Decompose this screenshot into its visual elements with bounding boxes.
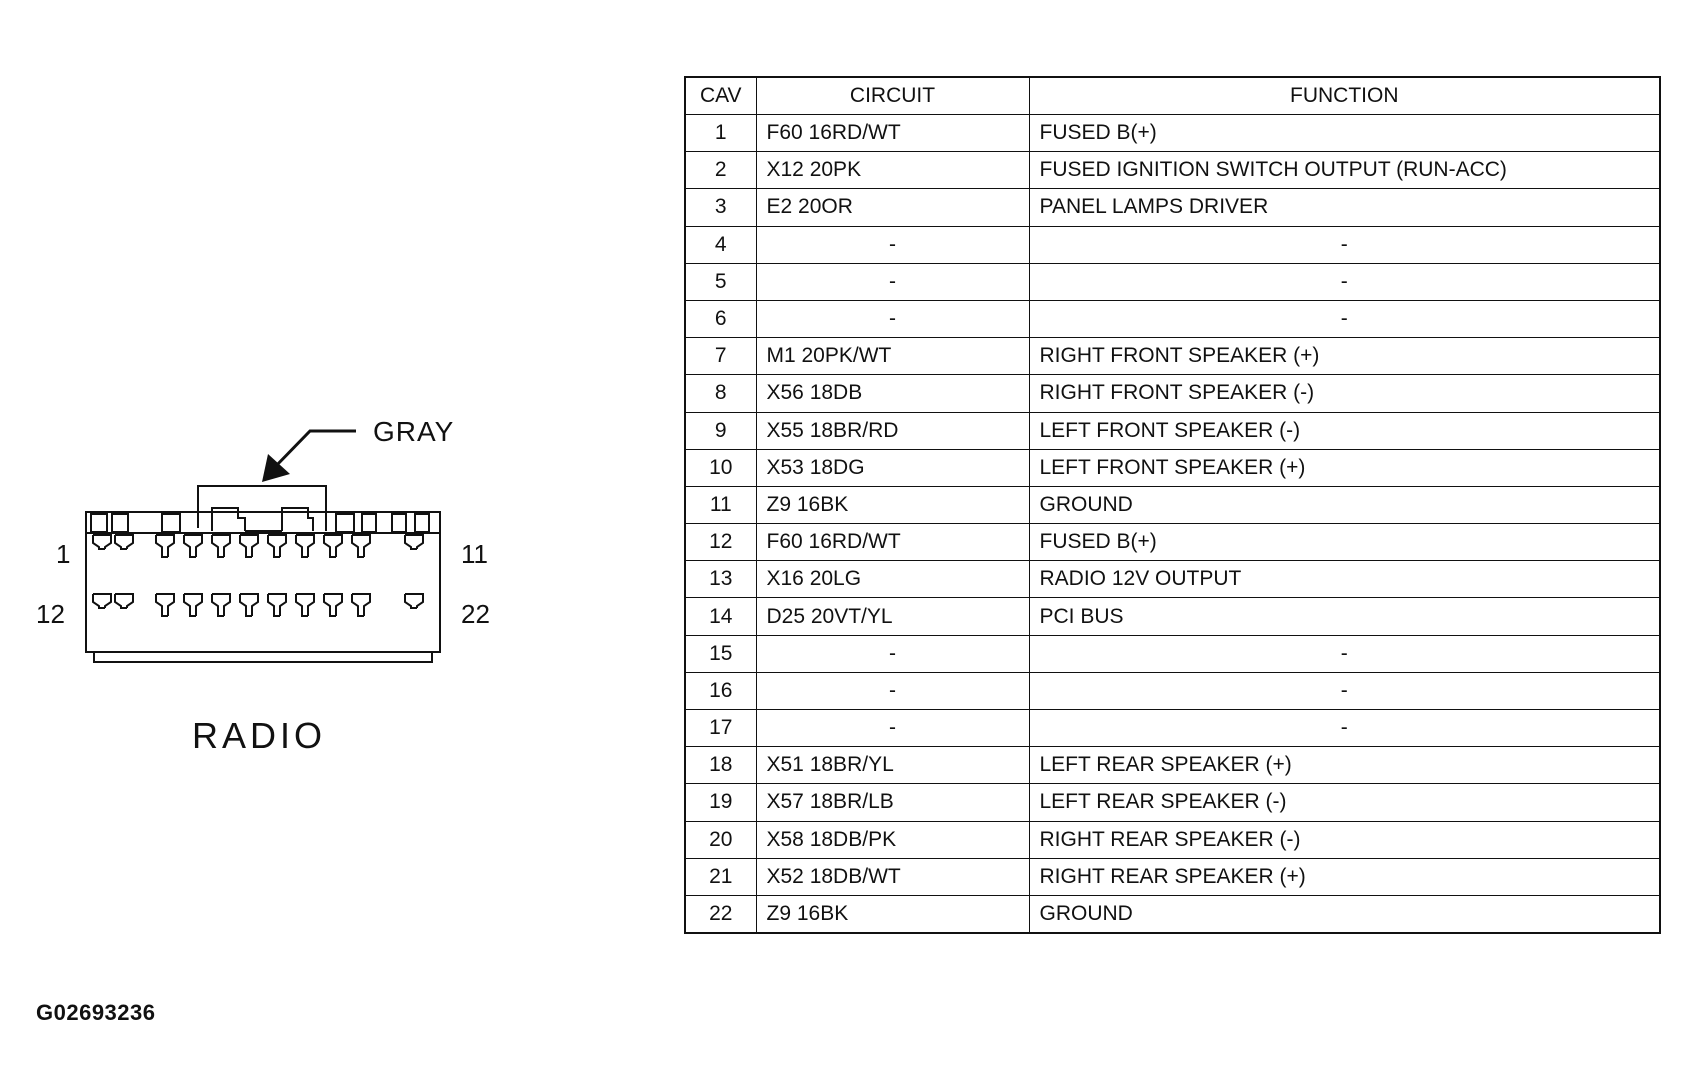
cav-cell: 21	[685, 858, 756, 895]
cavity-17	[240, 594, 258, 616]
pin-label-11: 11	[461, 539, 488, 569]
cav-cell: 13	[685, 561, 756, 598]
circuit-cell: X52 18DB/WT	[756, 858, 1029, 895]
table-row	[685, 672, 1660, 709]
cavity-22	[405, 594, 423, 608]
table-row	[685, 189, 1660, 226]
cav-cell: 1	[685, 115, 756, 152]
function-cell: PCI BUS	[1029, 598, 1660, 635]
table-row	[685, 635, 1660, 672]
cav-cell: 7	[685, 338, 756, 375]
cavity-12	[93, 594, 111, 608]
cav-cell: 6	[685, 300, 756, 337]
circuit-cell: -	[756, 263, 1029, 300]
pin-label-12: 12	[36, 599, 65, 629]
callout-leader-line	[274, 431, 356, 468]
circuit-cell: -	[756, 672, 1029, 709]
cavity-2	[115, 535, 133, 549]
function-cell: RIGHT FRONT SPEAKER (+)	[1029, 338, 1660, 375]
table-row	[685, 226, 1660, 263]
figure-id: G02693236	[36, 1000, 156, 1025]
circuit-cell: Z9 16BK	[756, 895, 1029, 933]
circuit-cell: M1 20PK/WT	[756, 338, 1029, 375]
cavity-8	[296, 535, 314, 557]
function-cell: FUSED B(+)	[1029, 524, 1660, 561]
function-cell: RIGHT REAR SPEAKER (+)	[1029, 858, 1660, 895]
header-circuit: CIRCUIT	[756, 77, 1029, 115]
table-row	[685, 115, 1660, 152]
table-row	[685, 412, 1660, 449]
function-cell: LEFT REAR SPEAKER (-)	[1029, 784, 1660, 821]
cav-cell: 8	[685, 375, 756, 412]
function-cell: -	[1029, 226, 1660, 263]
function-cell: LEFT FRONT SPEAKER (+)	[1029, 449, 1660, 486]
function-cell: -	[1029, 710, 1660, 747]
table-row	[685, 338, 1660, 375]
cav-cell: 9	[685, 412, 756, 449]
function-cell: RIGHT FRONT SPEAKER (-)	[1029, 375, 1660, 412]
function-cell: GROUND	[1029, 486, 1660, 523]
function-cell: -	[1029, 672, 1660, 709]
function-cell: FUSED IGNITION SWITCH OUTPUT (RUN-ACC)	[1029, 152, 1660, 189]
circuit-cell: X51 18BR/YL	[756, 747, 1029, 784]
cavity-18	[268, 594, 286, 616]
circuit-cell: X16 20LG	[756, 561, 1029, 598]
table-row	[685, 784, 1660, 821]
table-row	[685, 375, 1660, 412]
circuit-cell: -	[756, 300, 1029, 337]
cavity-6	[240, 535, 258, 557]
cavity-20	[324, 594, 342, 616]
cavity-3	[156, 535, 174, 557]
cavity-5	[212, 535, 230, 557]
cavity-13	[115, 594, 133, 608]
cav-cell: 2	[685, 152, 756, 189]
connector-cavities	[93, 535, 423, 616]
circuit-cell: -	[756, 226, 1029, 263]
cav-cell: 12	[685, 524, 756, 561]
circuit-cell: X55 18BR/RD	[756, 412, 1029, 449]
pin-label-22: 22	[461, 599, 490, 629]
cav-cell: 10	[685, 449, 756, 486]
cav-cell: 20	[685, 821, 756, 858]
cavity-4	[184, 535, 202, 557]
header-cav: CAV	[685, 77, 756, 115]
radio-connector-diagram	[0, 0, 660, 1090]
callout-arrowhead	[262, 454, 290, 482]
table-row	[685, 747, 1660, 784]
cav-cell: 16	[685, 672, 756, 709]
circuit-cell: X58 18DB/PK	[756, 821, 1029, 858]
table-row	[685, 152, 1660, 189]
table-row	[685, 486, 1660, 523]
cav-cell: 19	[685, 784, 756, 821]
circuit-cell: X57 18BR/LB	[756, 784, 1029, 821]
function-cell: -	[1029, 263, 1660, 300]
function-cell: RADIO 12V OUTPUT	[1029, 561, 1660, 598]
circuit-cell: -	[756, 635, 1029, 672]
connector-name: RADIO	[192, 715, 327, 756]
table-row	[685, 524, 1660, 561]
table-row	[685, 895, 1660, 933]
function-cell: RIGHT REAR SPEAKER (-)	[1029, 821, 1660, 858]
table-row	[685, 858, 1660, 895]
table-row	[685, 300, 1660, 337]
cav-cell: 14	[685, 598, 756, 635]
function-cell: -	[1029, 635, 1660, 672]
header-function: FUNCTION	[1029, 77, 1660, 115]
cavity-15	[184, 594, 202, 616]
circuit-cell: E2 20OR	[756, 189, 1029, 226]
function-cell: LEFT FRONT SPEAKER (-)	[1029, 412, 1660, 449]
table-row	[685, 821, 1660, 858]
cavity-1	[93, 535, 111, 549]
table-row	[685, 598, 1660, 635]
cavity-19	[296, 594, 314, 616]
cav-cell: 22	[685, 895, 756, 933]
circuit-cell: F60 16RD/WT	[756, 524, 1029, 561]
cavity-16	[212, 594, 230, 616]
circuit-cell: X12 20PK	[756, 152, 1029, 189]
cav-cell: 5	[685, 263, 756, 300]
cav-cell: 17	[685, 710, 756, 747]
function-cell: PANEL LAMPS DRIVER	[1029, 189, 1660, 226]
circuit-cell: F60 16RD/WT	[756, 115, 1029, 152]
cavity-21	[352, 594, 370, 616]
connector-body	[86, 486, 440, 662]
pin-label-1: 1	[56, 539, 71, 569]
cavity-7	[268, 535, 286, 557]
cavity-10	[352, 535, 370, 557]
table-row	[685, 263, 1660, 300]
cav-cell: 4	[685, 226, 756, 263]
function-cell: GROUND	[1029, 895, 1660, 933]
table-header-row	[685, 77, 1660, 115]
circuit-cell: D25 20VT/YL	[756, 598, 1029, 635]
pinout-table	[684, 76, 1661, 934]
circuit-cell: X53 18DG	[756, 449, 1029, 486]
circuit-cell: X56 18DB	[756, 375, 1029, 412]
table-row	[685, 561, 1660, 598]
function-cell: FUSED B(+)	[1029, 115, 1660, 152]
cav-cell: 18	[685, 747, 756, 784]
table-row	[685, 710, 1660, 747]
function-cell: LEFT REAR SPEAKER (+)	[1029, 747, 1660, 784]
cavity-14	[156, 594, 174, 616]
cav-cell: 15	[685, 635, 756, 672]
cav-cell: 3	[685, 189, 756, 226]
cavity-11	[405, 535, 423, 549]
connector-color-label: GRAY	[373, 416, 455, 447]
cavity-9	[324, 535, 342, 557]
circuit-cell: Z9 16BK	[756, 486, 1029, 523]
circuit-cell: -	[756, 710, 1029, 747]
cav-cell: 11	[685, 486, 756, 523]
function-cell: -	[1029, 300, 1660, 337]
table-row	[685, 449, 1660, 486]
